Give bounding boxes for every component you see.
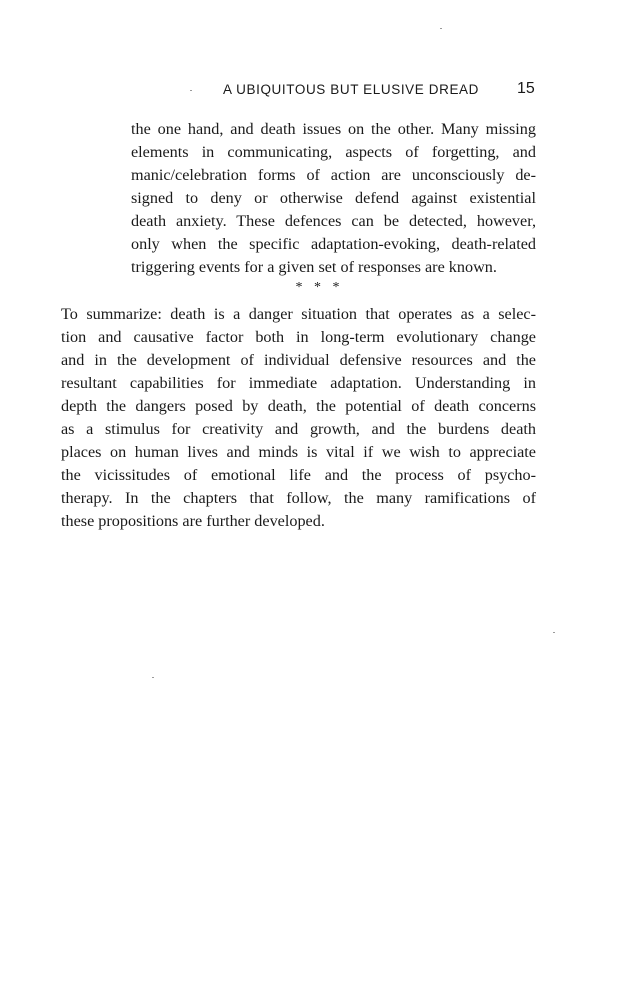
running-header — [0, 80, 639, 102]
text-line: only when the specific adaptation-evoking, death-related — [131, 235, 536, 253]
running-head-title: A UBIQUITOUS BUT ELUSIVE DREAD — [222, 82, 479, 97]
text-line: the one hand, and death issues on the other. Many missing — [131, 120, 536, 138]
page-number: 15 — [517, 80, 535, 97]
text-line: depth the dangers posed by death, the potential of death concerns — [61, 397, 536, 415]
text-line: signed to deny or otherwise defend against existential — [131, 189, 536, 207]
text-line: triggering events for a given set of responses are known. — [131, 258, 497, 276]
section-separator: * * * — [295, 280, 344, 295]
text-line: elements in communicating, aspects of forgetting, and — [131, 143, 536, 161]
scan-speck — [152, 677, 154, 678]
text-line: as a stimulus for creativity and growth, and the burdens death — [61, 420, 536, 438]
text-line: resultant capabilities for immediate adaptation. Understanding in — [61, 374, 536, 392]
scan-speck — [553, 632, 555, 633]
text-line: places on human lives and minds is vital if we wish to appreciate — [61, 443, 536, 461]
text-line: and in the development of individual defensive resources and the — [61, 351, 536, 369]
scan-speck — [440, 28, 442, 29]
text-line: To summarize: death is a danger situation that operates as a selec- — [61, 305, 536, 323]
text-line: these propositions are further developed. — [61, 512, 325, 530]
text-line: tion and causative factor both in long-term evolutionary change — [61, 328, 536, 346]
scan-speck — [190, 90, 192, 91]
text-line: death anxiety. These defences can be detected, however, — [131, 212, 536, 230]
text-line: the vicissitudes of emotional life and the process of psycho- — [61, 466, 536, 484]
paragraph-continued — [131, 118, 536, 279]
summary-paragraph — [61, 303, 536, 533]
text-line: manic/celebration forms of action are unconsciously de- — [131, 166, 536, 184]
text-line: therapy. In the chapters that follow, the many ramifications of — [61, 489, 536, 507]
